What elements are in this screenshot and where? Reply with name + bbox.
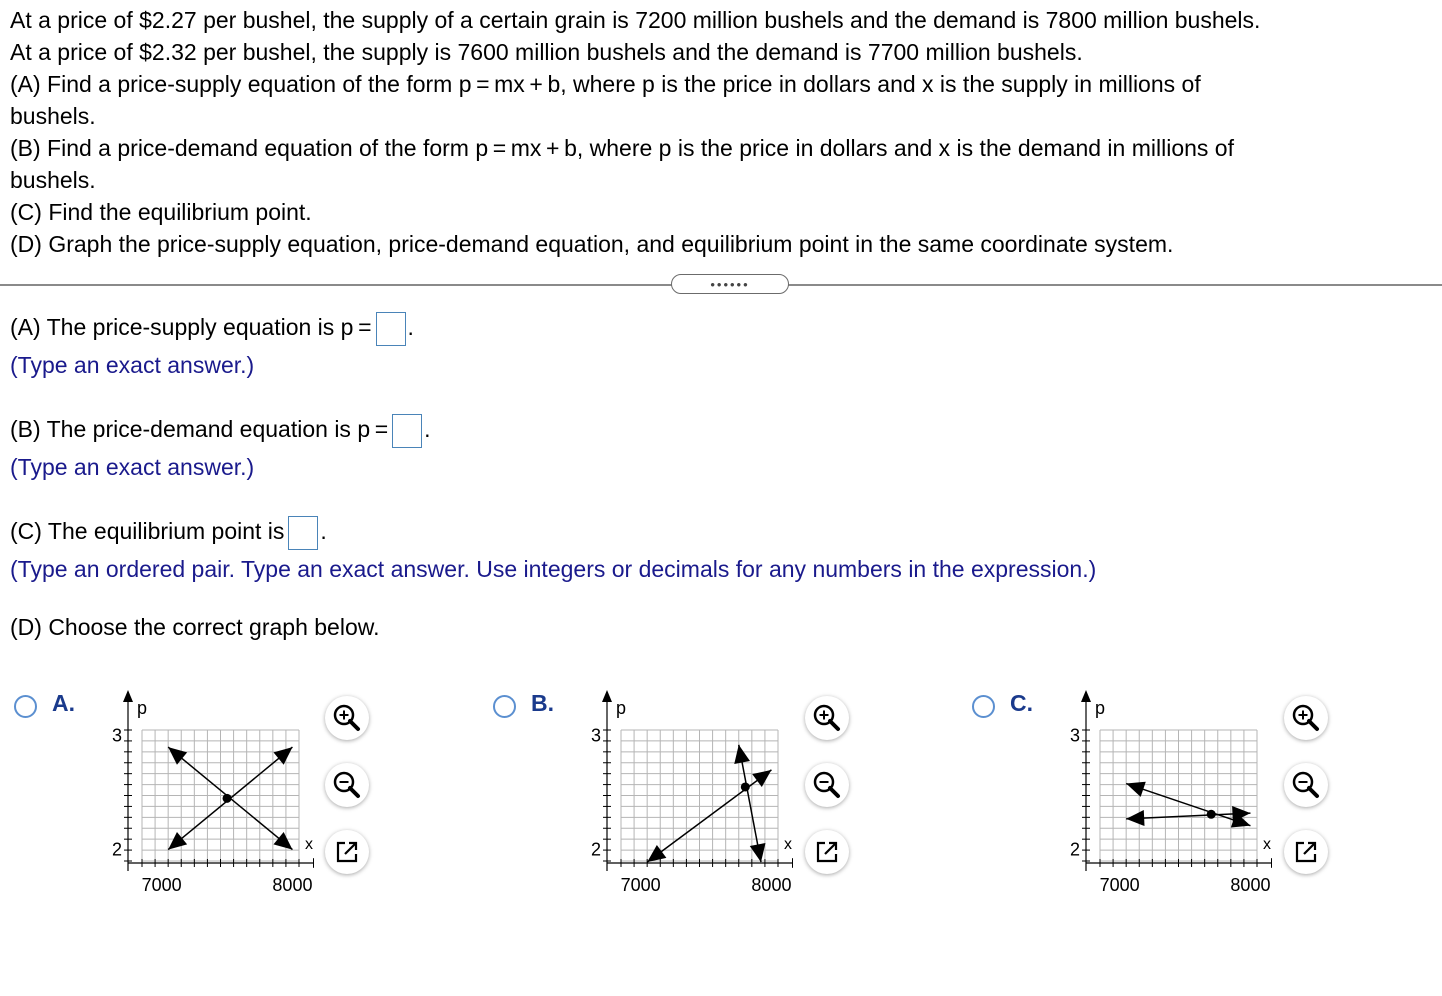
question-c-hint: (Type an ordered pair. Type an exact answer. Use integers or decimals for any numbers in the expression.)	[10, 556, 1097, 582]
option-label: B.	[531, 690, 554, 716]
y-axis-arrow	[123, 690, 133, 702]
graph-a	[104, 688, 314, 908]
equilibrium-point	[223, 794, 232, 803]
x-axis-label: x	[1263, 836, 1271, 853]
expand-dots: ••••••	[710, 276, 750, 292]
y-tick-label: 3	[590, 725, 601, 746]
zoom-in-icon	[1284, 696, 1328, 740]
popout-icon	[325, 830, 369, 874]
period: .	[407, 314, 414, 341]
problem-line: At a price of $2.27 per bushel, the supply of a certain grain is 7200 million bushels and the demand is 7800 million bushels.	[10, 7, 1261, 33]
zoom-in-icon	[325, 696, 369, 740]
y-tick-label: 3	[1069, 725, 1080, 746]
popout-icon	[1284, 830, 1328, 874]
radio-button[interactable]	[14, 695, 37, 718]
series-arrowhead	[734, 745, 750, 764]
series-line	[1126, 813, 1250, 819]
equilibrium-point-input[interactable]	[288, 516, 318, 550]
supply-equation-input[interactable]	[376, 312, 406, 346]
x-tick-label: 8000	[1230, 875, 1271, 895]
series-arrowhead	[647, 845, 666, 862]
y-axis-label: p	[1095, 698, 1106, 718]
zoom-out-icon	[325, 763, 369, 807]
y-tick-label: 2	[111, 839, 122, 860]
question-d-label: (D) Choose the correct graph below.	[10, 614, 380, 640]
problem-line: (A) Find a price-supply equation of the form p = mx + b, where p is the price in dollars and x is the supply in millions of	[10, 71, 1201, 97]
popout-button[interactable]	[1284, 830, 1328, 874]
x-tick-label: 8000	[272, 875, 313, 895]
radio-button[interactable]	[493, 695, 516, 718]
x-axis-label: x	[784, 836, 792, 853]
problem-line: (D) Graph the price-supply equation, price-demand equation, and equilibrium point in the same coordinate system.	[10, 231, 1174, 257]
question-a	[10, 312, 414, 346]
problem-line: (B) Find a price-demand equation of the form p = mx + b, where p is the price in dollars and x is the demand in millions of	[10, 135, 1234, 161]
zoom-in-button[interactable]	[1284, 696, 1328, 740]
series-line	[1126, 784, 1250, 826]
series-arrowhead	[273, 832, 292, 850]
equilibrium-point	[741, 782, 750, 791]
y-axis-arrow	[602, 690, 612, 702]
problem-line: bushels.	[10, 103, 96, 129]
y-axis-arrow	[1081, 690, 1091, 702]
y-tick-label: 3	[111, 725, 122, 746]
series-arrowhead	[168, 832, 187, 850]
question-a-hint: (Type an exact answer.)	[10, 352, 255, 378]
zoom-in-button[interactable]	[805, 696, 849, 740]
popout-button[interactable]	[325, 830, 369, 874]
zoom-out-button[interactable]	[325, 763, 369, 807]
popout-icon	[805, 830, 849, 874]
zoom-in-icon	[805, 696, 849, 740]
question-a-label: (A) The price-supply equation is p =	[10, 314, 372, 341]
series-arrowhead	[273, 747, 292, 765]
x-axis-arrow	[792, 858, 793, 868]
radio-button[interactable]	[972, 695, 995, 718]
popout-button[interactable]	[805, 830, 849, 874]
x-axis-arrow	[313, 858, 314, 868]
x-axis-arrow	[1271, 858, 1272, 868]
demand-equation-input[interactable]	[392, 414, 422, 448]
zoom-out-button[interactable]	[1284, 763, 1328, 807]
y-axis-label: p	[137, 698, 148, 718]
question-b-label: (B) The price-demand equation is p =	[10, 416, 389, 443]
series-arrowhead	[1126, 782, 1146, 797]
problem-line: At a price of $2.32 per bushel, the supply is 7600 million bushels and the demand is 7700 million bushels.	[10, 39, 1083, 65]
graph-b	[583, 688, 793, 908]
equilibrium-point	[1207, 810, 1216, 819]
question-c-label: (C) The equilibrium point is	[10, 518, 285, 545]
question-b	[10, 414, 431, 448]
expand-button[interactable]	[671, 274, 789, 294]
x-tick-label: 7000	[141, 875, 182, 895]
problem-line: bushels.	[10, 167, 96, 193]
x-tick-label: 8000	[751, 875, 792, 895]
period: .	[320, 518, 327, 545]
x-tick-label: 7000	[1099, 875, 1140, 895]
series-arrowhead	[1126, 810, 1144, 826]
y-tick-label: 2	[590, 839, 601, 860]
question-b-hint: (Type an exact answer.)	[10, 454, 255, 480]
problem-line: (C) Find the equilibrium point.	[10, 199, 312, 225]
zoom-out-icon	[805, 763, 849, 807]
x-tick-label: 7000	[620, 875, 661, 895]
y-tick-label: 2	[1069, 839, 1080, 860]
x-axis-label: x	[305, 836, 313, 853]
zoom-out-icon	[1284, 763, 1328, 807]
problem-statement	[10, 4, 1435, 260]
zoom-out-button[interactable]	[805, 763, 849, 807]
series-arrowhead	[168, 747, 187, 765]
graph-c	[1062, 688, 1272, 908]
question-c	[10, 516, 327, 550]
y-axis-label: p	[616, 698, 627, 718]
option-label: A.	[52, 690, 75, 716]
option-label: C.	[1010, 690, 1033, 716]
period: .	[424, 416, 431, 443]
zoom-in-button[interactable]	[325, 696, 369, 740]
